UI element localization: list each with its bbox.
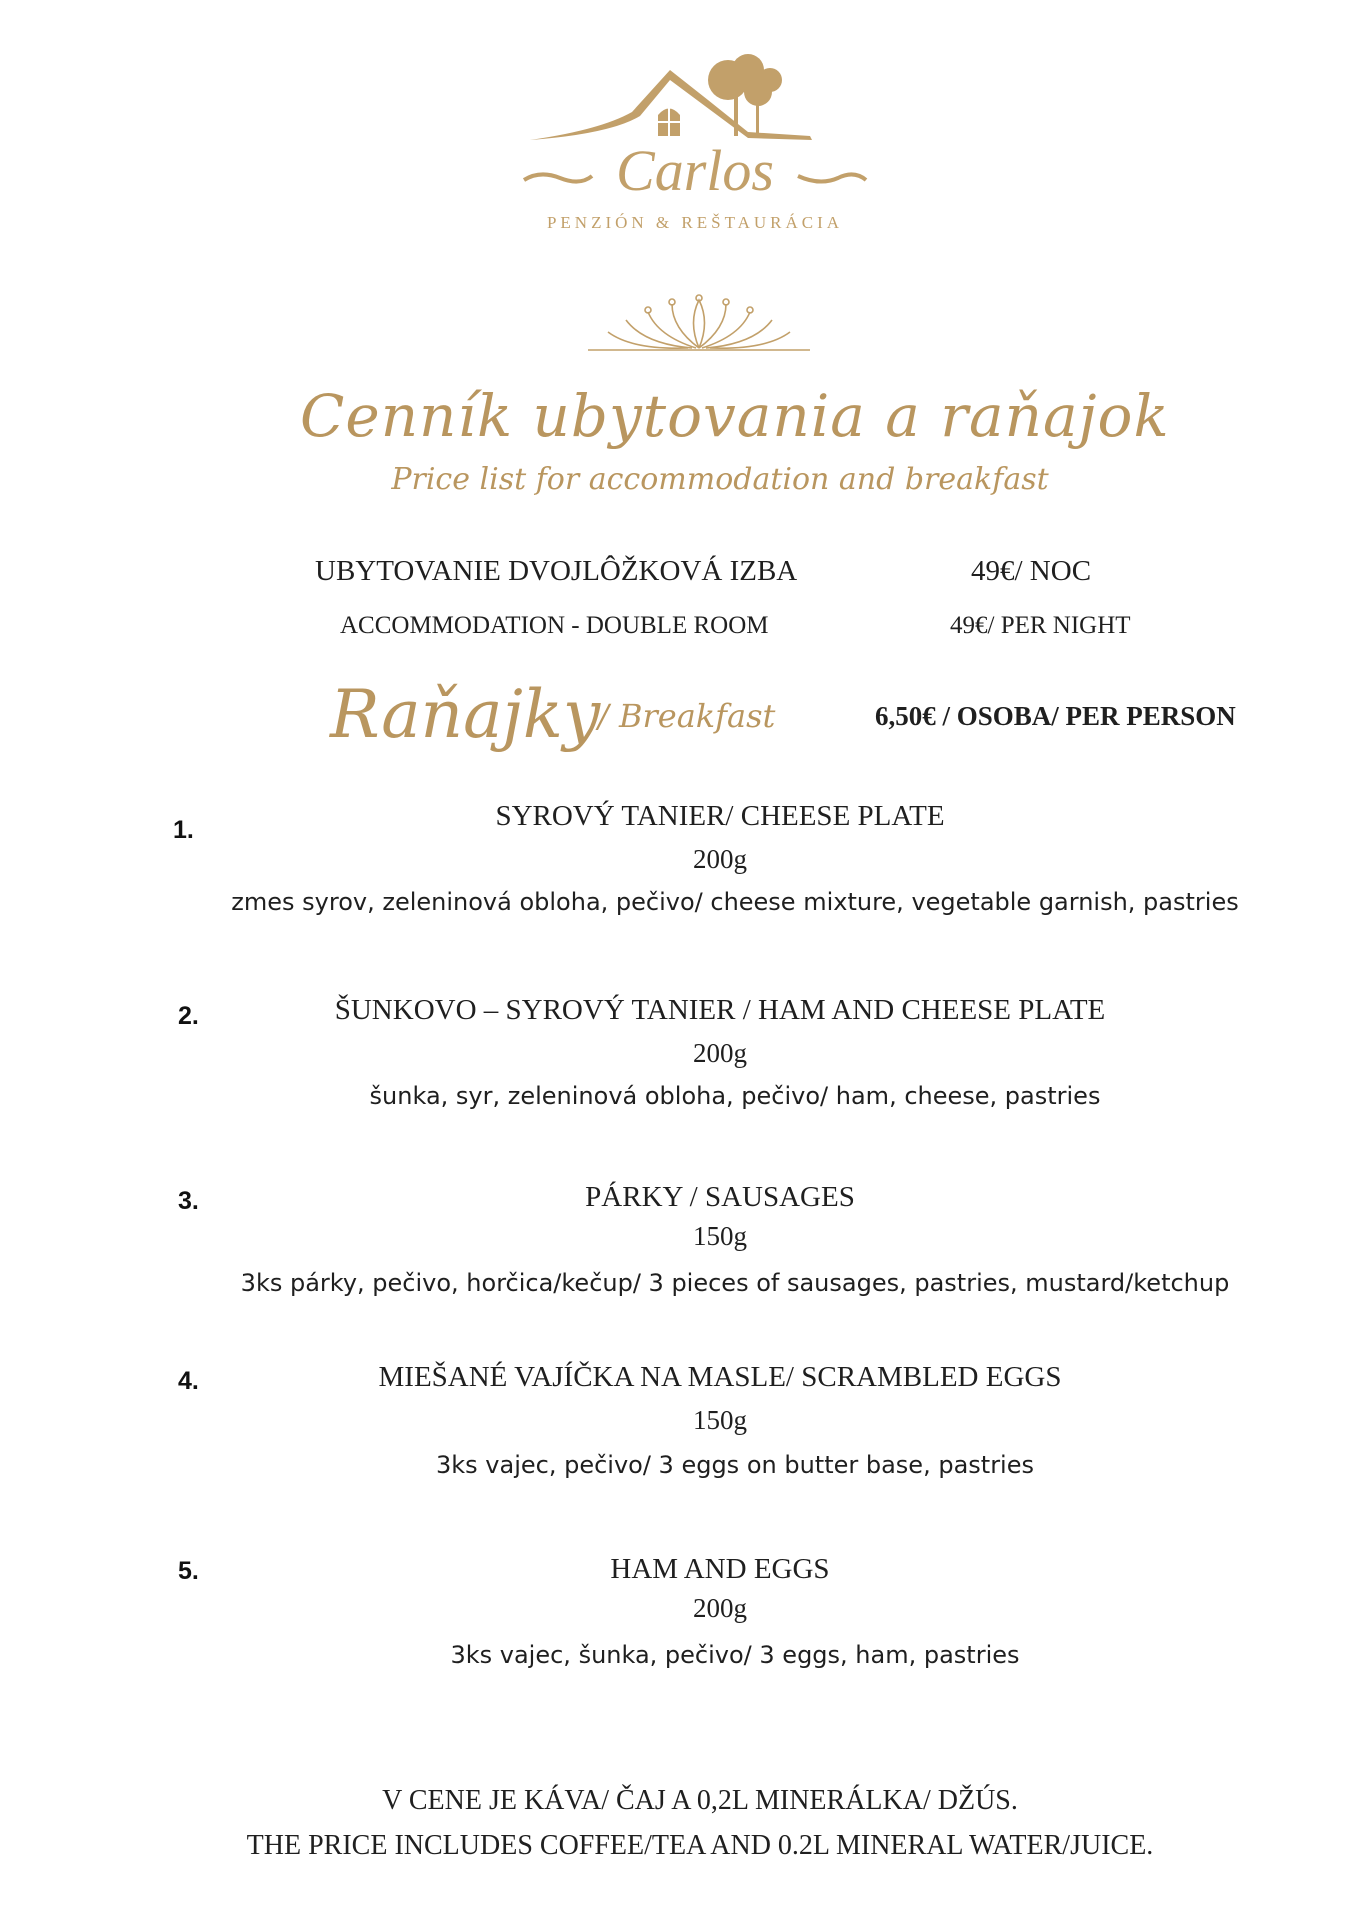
menu-item-name: HAM AND EGGS (610, 1553, 830, 1585)
accommodation-price-sk: 49€/ NOC (971, 555, 1092, 587)
menu-item-description: 3ks párky, pečivo, horčica/kečup/ 3 pieces of sausages, pastries, mustard/ketchup (240, 1269, 1230, 1297)
logo-tagline: PENZIÓN & REŠTAURÁCIA (546, 213, 844, 232)
menu-item-name: ŠUNKOVO – SYROVÝ TANIER / HAM AND CHEESE PLATE (334, 994, 1106, 1026)
menu-item-weight: 200g (693, 1038, 747, 1068)
menu-item-name: SYROVÝ TANIER/ CHEESE PLATE (495, 800, 945, 832)
menu-item-name: MIEŠANÉ VAJÍČKA NA MASLE/ SCRAMBLED EGGS (378, 1361, 1062, 1393)
logo-swash-left-icon (524, 174, 592, 181)
menu-item-name: PÁRKY / SAUSAGES (585, 1181, 855, 1213)
menu-item-weight: 200g (693, 1593, 747, 1623)
logo (520, 30, 870, 240)
footer-note-en: THE PRICE INCLUDES COFFEE/TEA AND 0.2L MINERAL WATER/JUICE. (246, 1830, 1154, 1861)
accommodation-label-sk: UBYTOVANIE DVOJLÔŽKOVÁ IZBA (315, 555, 798, 587)
menu-item-number: 2. (178, 1002, 199, 1030)
house-window-icon (658, 108, 680, 136)
logo-name: Carlos (616, 138, 774, 203)
breakfast-heading-sk: Raňajky (330, 676, 601, 753)
menu-item-number: 3. (178, 1187, 199, 1215)
menu-item-weight: 150g (693, 1221, 747, 1251)
menu-item-description: šunka, syr, zeleninová obloha, pečivo/ ham, cheese, pastries (369, 1082, 1101, 1110)
menu-item-description: 3ks vajec, šunka, pečivo/ 3 eggs, ham, pastries (450, 1641, 1020, 1669)
flourish-ornament-icon (588, 292, 810, 354)
menu-item-number: 4. (178, 1367, 199, 1395)
menu-item-description: 3ks vajec, pečivo/ 3 eggs on butter base, pastries (435, 1451, 1034, 1479)
menu-item-description: zmes syrov, zeleninová obloha, pečivo/ cheese mixture, vegetable garnish, pastries (231, 888, 1239, 916)
menu-item-number: 5. (178, 1557, 199, 1585)
logo-swash-right-icon (798, 174, 866, 181)
breakfast-heading-en: / Breakfast (598, 697, 776, 735)
menu-item-number: 1. (173, 816, 194, 844)
menu-item-weight: 150g (693, 1405, 747, 1435)
footer-note-sk: V CENE JE KÁVA/ ČAJ A 0,2L MINERÁLKA/ DŽÚS. (382, 1785, 1018, 1816)
accommodation-label-en: ACCOMMODATION - DOUBLE ROOM (340, 612, 769, 639)
breakfast-price: 6,50€ / OSOBA/ PER PERSON (875, 701, 1236, 731)
trees-icon (708, 54, 782, 136)
page-title: Cenník ubytovania a raňajok (300, 382, 1170, 450)
menu-item-weight: 200g (693, 844, 747, 874)
page-subtitle: Price list for accommodation and breakfast (391, 462, 1049, 497)
accommodation-price-en: 49€/ PER NIGHT (950, 612, 1131, 639)
